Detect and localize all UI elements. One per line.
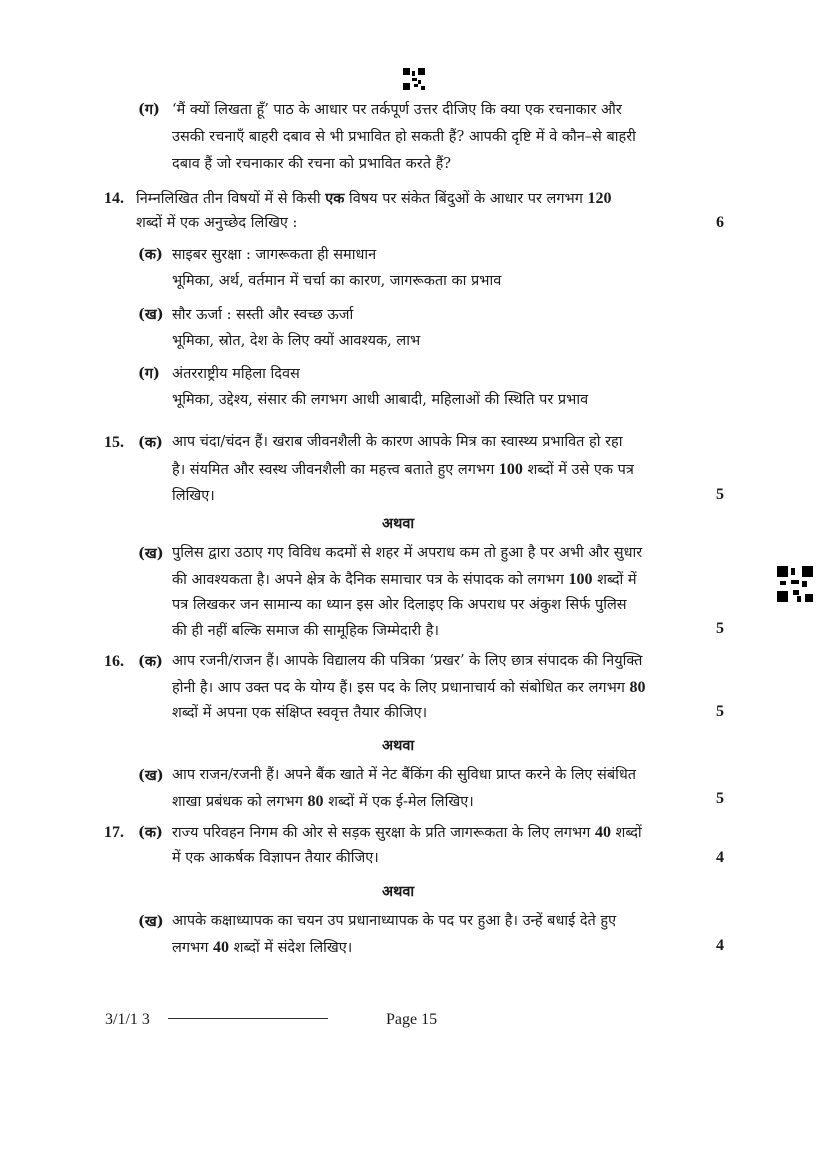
q13-option-label: (ग) — [138, 101, 160, 118]
q15-a-label: (क) — [138, 434, 163, 451]
q17-b-marks: 4 — [716, 937, 724, 954]
q15-b-line-2-post: शब्दों में — [592, 572, 637, 588]
q15-b-line-3: पत्र लिखकर जन सामान्य का ध्यान इस ओर दिलाइए कि अपराध पर अंकुश सिर्फ पुलिस — [172, 597, 627, 613]
q14-opt-b-label: (ख) — [138, 306, 164, 323]
page-number: Page 15 — [386, 1011, 438, 1028]
q17-b-line-2-pre: लगभग — [172, 940, 213, 956]
q16-b-marks: 5 — [716, 790, 724, 807]
q14-line-2: शब्दों में एक अनुच्छेद लिखिए : — [136, 215, 298, 231]
q14-line-1-bold: एक — [325, 190, 345, 207]
q14-opt-a-points: भूमिका, अर्थ, वर्तमान में चर्चा का कारण, जागरूकता का प्रभाव — [172, 273, 502, 289]
q16-a-line-2 — [172, 674, 646, 702]
q15-b-marks: 5 — [716, 620, 724, 637]
q16-or: अथवा — [382, 737, 415, 754]
q17-a-label: (क) — [138, 824, 163, 841]
q16-b-line-2 — [172, 788, 474, 816]
q15-a-line-3: लिखिए। — [172, 488, 215, 504]
q16-b-line-1: आप राजन/रजनी हैं। अपने बैंक खाते में नेट बैंकिंग की सुविधा प्राप्त करने के लिए संबंधित — [172, 767, 637, 783]
q15-b-line-1: पुलिस द्वारा उठाए गए विविध कदमों से शहर में अपराध कम तो हुआ है पर अभी और सुधार — [172, 545, 643, 561]
q14-opt-c-label: (ग) — [138, 365, 160, 382]
q17-b-line-2 — [172, 934, 352, 962]
q14-line-1-pre: निम्नलिखित तीन विषयों में से किसी — [136, 191, 326, 207]
q15-a-line-2-num: 100 — [498, 461, 523, 478]
q14-line-1-post: विषय पर संकेत बिंदुओं के आधार पर लगभग — [344, 191, 588, 207]
q14-opt-c-points: भूमिका, उद्देश्य, संसार की लगभग आधी आबादी, महिलाओं की स्थिति पर प्रभाव — [172, 392, 589, 408]
q17-or: अथवा — [382, 883, 415, 900]
q13-line-1: ‘मैं क्यों लिखता हूँ’ पाठ के आधार पर तर्कपूर्ण उत्तर दीजिए कि क्या एक रचनाकार और — [172, 102, 622, 118]
q16-a-line-2-num: 80 — [629, 679, 646, 696]
q16-a-marks: 5 — [716, 703, 724, 720]
q14-line-1 — [136, 185, 611, 213]
q16-b-line-2-pre: शाखा प्रबंधक को लगभग — [172, 794, 308, 810]
q14-number: 14. — [104, 190, 124, 207]
q15-a-line-1: आप चंदा/चंदन हैं। खराब जीवनशैली के कारण आपके मित्र का स्वास्थ्य प्रभावित हो रहा — [172, 434, 623, 450]
q17-b-line-1: आपके कक्षाध्यापक का चयन उप प्रधानाध्यापक के पद पर हुआ है। उन्हें बधाई देते हुए — [172, 913, 617, 929]
q14-opt-c-title: अंतरराष्ट्रीय महिला दिवस — [172, 366, 300, 382]
q17-a-line-1-pre: राज्य परिवहन निगम की ओर से सड़क सुरक्षा के प्रति जागरूकता के लिए लगभग — [172, 825, 595, 841]
q16-number: 16. — [104, 653, 124, 670]
q17-b-label: (ख) — [138, 913, 164, 930]
q14-opt-b-points: भूमिका, स्रोत, देश के लिए क्यों आवश्यक, लाभ — [172, 333, 421, 349]
q17-a-line-2: में एक आकर्षक विज्ञापन तैयार कीजिए। — [172, 850, 379, 866]
q17-a-marks: 4 — [716, 849, 724, 866]
q15-a-line-2 — [172, 456, 634, 484]
q15-b-line-2-num: 100 — [568, 571, 593, 588]
q15-b-label: (ख) — [138, 545, 164, 562]
q15-number: 15. — [104, 434, 124, 451]
q15-b-line-2-pre: की आवश्यकता है। अपने क्षेत्र के दैनिक समाचार पत्र के संपादक को लगभग — [172, 572, 569, 588]
q15-b-line-2 — [172, 566, 637, 594]
footer-rule — [168, 1018, 328, 1019]
q14-marks: 6 — [716, 214, 724, 231]
q17-b-line-2-post: शब्दों में संदेश लिखिए। — [228, 940, 353, 956]
q15-a-line-2-post: शब्दों में उसे एक पत्र — [522, 462, 634, 478]
q15-a-marks: 5 — [716, 486, 724, 503]
q14-opt-a-label: (क) — [138, 246, 163, 263]
q16-b-label: (ख) — [138, 767, 164, 784]
top-qr-code — [403, 68, 425, 90]
q14-opt-b-title: सौर ऊर्जा : सस्ती और स्वच्छ ऊर्जा — [172, 307, 354, 323]
paper-code: 3/1/1 3 — [105, 1011, 150, 1028]
q16-a-label: (क) — [138, 653, 163, 670]
q13-line-2: उसकी रचनाएँ बाहरी दबाव से भी प्रभावित हो सकती हैं? आपकी दृष्टि में वे कौन–से बाहरी — [172, 129, 636, 145]
q17-number: 17. — [104, 824, 124, 841]
q15-a-line-2-pre: है। संयमित और स्वस्थ जीवनशैली का महत्त्व बताते हुए लगभग — [172, 462, 499, 478]
q15-b-line-4: की ही नहीं बल्कि समाज की सामूहिक जिम्मेदारी है। — [172, 623, 439, 639]
q15-or: अथवा — [382, 515, 415, 532]
q16-a-line-3: शब्दों में अपना एक संक्षिप्त स्ववृत्त तैयार कीजिए। — [172, 705, 428, 721]
q16-a-line-2-pre: होनी है। आप उक्त पद के योग्य हैं। इस पद के लिए प्रधानाचार्य को संबोधित कर लगभग — [172, 680, 630, 696]
q14-opt-a-title: साइबर सुरक्षा : जागरूकता ही समाधान — [172, 247, 377, 263]
q17-a-line-1-num: 40 — [594, 824, 611, 841]
q17-a-line-1-post: शब्दों — [610, 825, 642, 841]
q13-line-3: दबाव हैं जो रचनाकार की रचना को प्रभावित करते हैं? — [172, 156, 452, 172]
q17-b-line-2-num: 40 — [212, 939, 229, 956]
q16-a-line-1: आप रजनी/राजन हैं। आपके विद्यालय की पत्रिका ‘प्रखर’ के लिए छात्र संपादक की नियुक्ति — [172, 653, 643, 669]
q16-b-line-2-num: 80 — [307, 793, 324, 810]
q16-b-line-2-post: शब्दों में एक ई-मेल लिखिए। — [323, 794, 474, 810]
side-qr-code — [777, 566, 813, 602]
q17-a-line-1 — [172, 819, 642, 847]
q14-line-1-num: 120 — [587, 190, 612, 207]
